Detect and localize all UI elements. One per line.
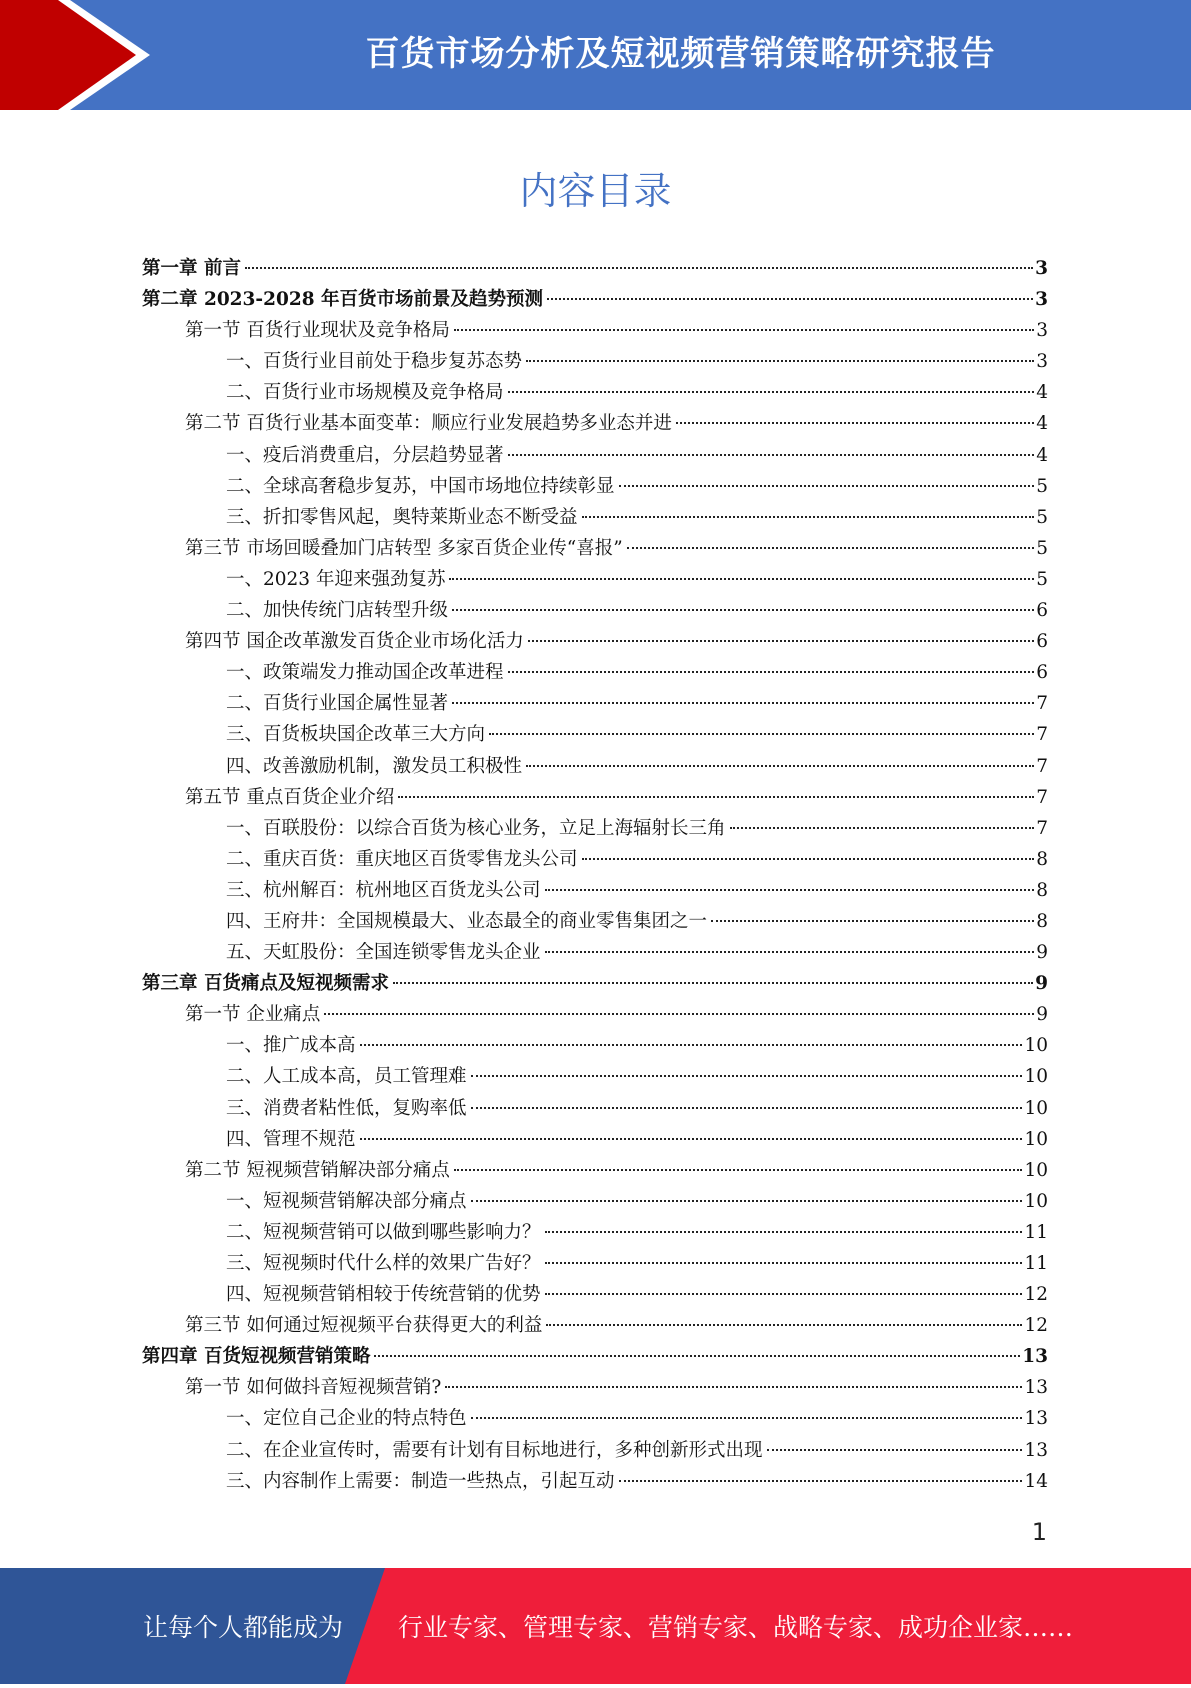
toc-entry-page: 11 — [1024, 1253, 1048, 1274]
toc-entry-page: 11 — [1024, 1221, 1048, 1243]
toc-entry[interactable] — [142, 782, 1048, 813]
toc-dot-leader — [676, 421, 1034, 424]
toc-entry[interactable] — [142, 1030, 1048, 1061]
toc-dot-leader — [508, 453, 1035, 456]
toc-entry-page: 3 — [1035, 258, 1048, 279]
toc-entry[interactable] — [142, 937, 1048, 968]
toc-entry[interactable] — [142, 719, 1048, 750]
toc-entry-page: 10 — [1024, 1128, 1048, 1150]
toc-dot-leader — [545, 950, 1035, 953]
toc-dot-leader — [445, 1385, 1022, 1388]
toc-entry[interactable] — [142, 253, 1048, 284]
toc-entry-title: 四、王府井：全国规模最大、业态最全的商业零售集团之一 — [226, 910, 708, 932]
toc-entry[interactable] — [142, 315, 1048, 346]
toc-entry-page: 5 — [1036, 475, 1048, 497]
toc-entry[interactable] — [142, 1341, 1048, 1372]
toc-entry-page: 13 — [1024, 1377, 1048, 1399]
toc-dot-leader — [546, 1323, 1022, 1326]
toc-entry[interactable] — [142, 595, 1048, 626]
footer-slogan-right: 行业专家、管理专家、营销专家、战略专家、成功企业家…… — [398, 1613, 1074, 1642]
toc-entry-page: 3 — [1035, 289, 1048, 311]
toc-entry[interactable] — [142, 1124, 1048, 1155]
toc-entry[interactable] — [142, 1093, 1048, 1124]
header-bar — [0, 0, 1191, 110]
toc-entry-page: 7 — [1036, 786, 1048, 808]
toc-entry-title: 四、改善激励机制，激发员工积极性 — [226, 755, 523, 777]
toc-dot-leader — [452, 701, 1034, 704]
toc-entry-page: 9 — [1035, 973, 1048, 995]
toc-entry[interactable] — [142, 1061, 1048, 1092]
toc-entry-title: 一、疫后消费重启，分层趋势显著 — [226, 444, 504, 466]
toc-entry[interactable] — [142, 1186, 1048, 1217]
toc-dot-leader — [526, 764, 1034, 767]
toc-entry-page: 8 — [1036, 879, 1048, 901]
toc-entry-page: 13 — [1022, 1346, 1048, 1368]
toc-entry[interactable] — [142, 1248, 1048, 1279]
toc-entry-page: 8 — [1036, 848, 1048, 870]
toc-entry[interactable] — [142, 1435, 1048, 1466]
toc-entry-title: 二、全球高奢稳步复苏，中国市场地位持续彰显 — [226, 475, 615, 497]
toc-entry-page: 7 — [1036, 724, 1048, 746]
toc-entry[interactable] — [142, 346, 1048, 377]
toc-entry[interactable] — [142, 502, 1048, 533]
toc-entry[interactable] — [142, 1155, 1048, 1186]
toc-entry-page: 4 — [1036, 382, 1048, 404]
toc-dot-leader — [711, 919, 1034, 922]
toc-dot-leader — [393, 981, 1033, 984]
toc-dot-leader — [471, 1106, 1023, 1109]
toc-dot-leader — [508, 390, 1035, 393]
toc-entry[interactable] — [142, 1279, 1048, 1310]
toc-entry-title: 二、在企业宣传时，需要有计划有目标地进行，多种创新形式出现 — [226, 1439, 763, 1461]
toc-entry-title: 第四节 国企改革激发百货企业市场化活力 — [185, 631, 524, 653]
toc-entry-page: 10 — [1024, 1097, 1048, 1119]
toc-entry-title: 三、消费者粘性低，复购率低 — [226, 1097, 467, 1119]
toc-entry[interactable] — [142, 968, 1048, 999]
toc-dot-leader — [471, 1074, 1023, 1077]
toc-entry-page: 12 — [1024, 1284, 1048, 1306]
toc-entry-title: 四、短视频营销相较于传统营销的优势 — [226, 1284, 541, 1306]
toc-entry-title: 第一章 前言 — [142, 258, 241, 279]
toc-entry[interactable] — [142, 1217, 1048, 1248]
toc-entry-page: 10 — [1024, 1190, 1048, 1212]
toc-entry-page: 9 — [1036, 1004, 1048, 1026]
toc-dot-leader — [398, 795, 1034, 798]
toc-dot-leader — [471, 1199, 1023, 1202]
toc-entry-title: 三、内容制作上需要：制造一些热点，引起互动 — [226, 1470, 615, 1492]
toc-dot-leader — [508, 670, 1035, 673]
toc-dot-leader — [547, 297, 1033, 300]
report-title: 百货市场分析及短视频营销策略研究报告 — [365, 34, 996, 74]
toc-entry-page: 5 — [1036, 568, 1048, 590]
toc-entry-page: 13 — [1024, 1408, 1048, 1430]
toc-dot-leader — [454, 328, 1034, 331]
toc-entry[interactable] — [142, 533, 1048, 564]
toc-entry-title: 第二节 短视频营销解决部分痛点 — [185, 1159, 450, 1181]
header-arrow-decoration — [0, 0, 160, 110]
toc-entry-page: 14 — [1024, 1470, 1048, 1492]
toc-entry[interactable] — [142, 875, 1048, 906]
toc-entry[interactable] — [142, 377, 1048, 408]
toc-entry[interactable] — [142, 1372, 1048, 1403]
toc-entry[interactable] — [142, 844, 1048, 875]
toc-entry-page: 10 — [1024, 1066, 1048, 1088]
toc-dot-leader — [545, 1230, 1023, 1233]
toc-dot-leader — [627, 546, 1035, 549]
toc-entry-title: 二、短视频营销可以做到哪些影响力？ — [226, 1221, 541, 1243]
toc-dot-leader — [730, 826, 1035, 829]
toc-entry[interactable] — [142, 1310, 1048, 1341]
toc-entry[interactable] — [142, 751, 1048, 782]
toc-entry-title: 第三节 如何通过短视频平台获得更大的利益 — [185, 1315, 543, 1337]
toc-dot-leader — [582, 515, 1035, 518]
toc-entry[interactable] — [142, 999, 1048, 1030]
toc-entry-title: 第三节 市场回暖叠加门店转型 多家百货企业传“喜报” — [185, 537, 623, 559]
toc-entry-title: 一、2023 年迎来强劲复苏 — [226, 568, 446, 590]
toc-dot-leader — [526, 359, 1034, 362]
toc-dot-leader — [528, 639, 1034, 642]
toc-entry[interactable] — [142, 471, 1048, 502]
toc-entry-title: 四、管理不规范 — [226, 1128, 356, 1150]
toc-entry[interactable] — [142, 1403, 1048, 1434]
toc-entry-page: 8 — [1036, 910, 1048, 932]
toc-dot-leader — [452, 608, 1034, 611]
toc-entry-page: 5 — [1036, 537, 1048, 559]
toc-dot-leader — [324, 1012, 1034, 1015]
toc-entry-title: 一、政策端发力推动国企改革进程 — [226, 662, 504, 684]
toc-entry-page: 4 — [1036, 444, 1048, 466]
toc-entry-title: 二、重庆百货：重庆地区百货零售龙头公司 — [226, 848, 578, 870]
toc-entry-title: 第一节 企业痛点 — [185, 1004, 321, 1026]
toc-entry-page: 13 — [1024, 1439, 1048, 1461]
toc-entry-page: 6 — [1036, 662, 1048, 684]
toc-entry-title: 一、百联股份：以综合百货为核心业务，立足上海辐射长三角 — [226, 817, 726, 839]
toc-entry[interactable] — [142, 906, 1048, 937]
toc-entry-page: 6 — [1036, 600, 1048, 622]
toc-entry-title: 一、短视频营销解决部分痛点 — [226, 1190, 467, 1212]
toc-dot-leader — [767, 1448, 1023, 1451]
toc-entry[interactable] — [142, 1466, 1048, 1497]
toc-dot-leader — [454, 1168, 1023, 1171]
toc-entry-page: 12 — [1024, 1315, 1048, 1337]
toc-entry-title: 三、百货板块国企改革三大方向 — [226, 724, 486, 746]
toc-dot-leader — [360, 1137, 1023, 1140]
toc-entry-page: 9 — [1036, 942, 1048, 964]
toc-entry-title: 五、天虹股份：全国连锁零售龙头企业 — [226, 942, 541, 964]
toc-entry-title: 二、人工成本高，员工管理难 — [226, 1066, 467, 1088]
toc-dot-leader — [374, 1354, 1020, 1357]
toc-entry-title: 三、杭州解百：杭州地区百货龙头公司 — [226, 879, 541, 901]
toc-entry[interactable] — [142, 284, 1048, 315]
toc-entry-title: 一、定位自己企业的特点特色 — [226, 1408, 467, 1430]
toc-entry-title: 第一节 如何做抖音短视频营销? — [185, 1377, 442, 1399]
toc-entry-page: 7 — [1036, 693, 1048, 715]
table-of-contents — [142, 253, 1048, 1497]
toc-entry-title: 第四章 百货短视频营销策略 — [142, 1346, 371, 1368]
toc-dot-leader — [360, 1043, 1023, 1046]
toc-dot-leader — [582, 857, 1035, 860]
toc-entry-title: 一、推广成本高 — [226, 1035, 356, 1057]
toc-entry-page: 3 — [1036, 320, 1048, 342]
toc-entry-page: 5 — [1036, 506, 1048, 528]
toc-entry-page: 6 — [1036, 631, 1048, 653]
page-number: 1 — [1031, 1518, 1047, 1546]
toc-dot-leader — [545, 1292, 1023, 1295]
toc-entry-title: 第五节 重点百货企业介绍 — [185, 786, 395, 808]
toc-entry-title: 二、百货行业市场规模及竞争格局 — [226, 382, 504, 404]
toc-entry[interactable] — [142, 813, 1048, 844]
toc-entry-title: 二、百货行业国企属性显著 — [226, 693, 449, 715]
toc-dot-leader — [619, 1479, 1023, 1482]
footer-slogan-left: 让每个人都能成为 — [143, 1613, 344, 1642]
toc-entry[interactable] — [142, 440, 1048, 471]
toc-dot-leader — [545, 888, 1035, 891]
toc-entry-page: 7 — [1036, 817, 1048, 839]
toc-entry-title: 第二章 2023-2028 年百货市场前景及趋势预测 — [142, 289, 544, 311]
toc-dot-leader — [471, 1416, 1023, 1419]
toc-dot-leader — [449, 577, 1034, 580]
toc-entry-title: 三、折扣零售风起，奥特莱斯业态不断受益 — [226, 506, 578, 528]
toc-entry-page: 7 — [1036, 755, 1048, 777]
toc-entry[interactable] — [142, 564, 1048, 595]
toc-entry-page: 10 — [1024, 1035, 1048, 1057]
toc-entry-title: 第二节 百货行业基本面变革：顺应行业发展趋势多业态并进 — [185, 413, 672, 435]
toc-entry-title: 二、加快传统门店转型升级 — [226, 600, 449, 622]
toc-heading: 内容目录 — [519, 169, 672, 213]
toc-entry-page: 4 — [1036, 413, 1048, 435]
toc-entry-title: 第一节 百货行业现状及竞争格局 — [185, 320, 450, 342]
toc-entry-title: 一、百货行业目前处于稳步复苏态势 — [226, 351, 523, 373]
toc-entry[interactable] — [142, 408, 1048, 439]
toc-entry[interactable] — [142, 626, 1048, 657]
toc-entry-title: 第三章 百货痛点及短视频需求 — [142, 973, 389, 995]
toc-dot-leader — [489, 732, 1034, 735]
toc-entry-page: 10 — [1024, 1159, 1048, 1181]
toc-entry[interactable] — [142, 688, 1048, 719]
toc-entry[interactable] — [142, 657, 1048, 688]
toc-dot-leader — [545, 1261, 1023, 1264]
footer-bar — [0, 1568, 1191, 1684]
toc-dot-leader — [619, 484, 1035, 487]
toc-dot-leader — [245, 266, 1033, 269]
toc-entry-title: 三、短视频时代什么样的效果广告好？ — [226, 1253, 541, 1274]
toc-entry-page: 3 — [1036, 351, 1048, 373]
